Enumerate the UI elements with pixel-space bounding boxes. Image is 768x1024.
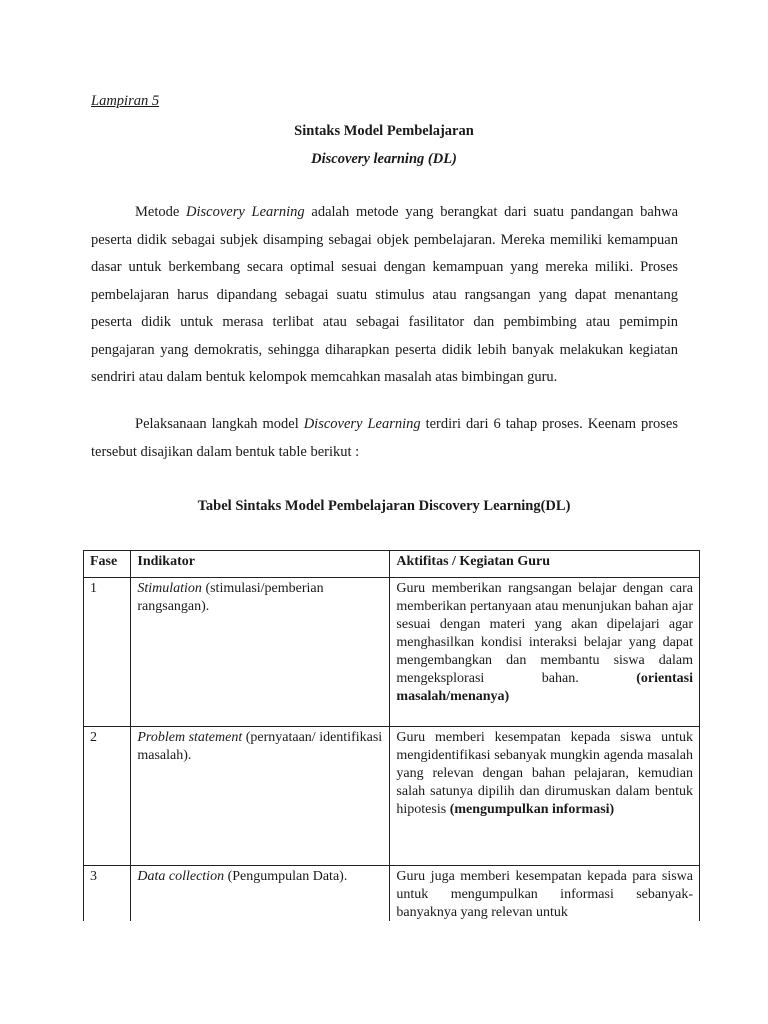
table-title: Tabel Sintaks Model Pembelajaran Discovery Learning(DL): [197, 498, 571, 514]
table-row: [84, 727, 700, 866]
aktifitas-phase: (orientasi masalah/menanya): [396, 671, 693, 704]
aktifitas-text: Guru juga memberi kesempatan kepada para siswa untuk mengumpulkan informasi sebanyak-banyaknya yang relevan untuk: [396, 869, 693, 920]
cell-aktifitas: [390, 866, 700, 929]
document-subtitle: Discovery learning (DL): [311, 151, 457, 167]
indikator-desc: (pernyataan/ identifikasi masalah).: [137, 730, 383, 763]
steps-paragraph-start: Pelaksanaan langkah model: [135, 416, 304, 432]
syntax-table: [83, 550, 700, 929]
aktifitas-text: Guru memberikan rangsangan belajar dengan cara memberikan pertanyaan atau menunjukan bahan ajar sesuai dengan materi yang akan dipelajari agar menghasilkan kondisi interaksi belajar yang dapat mengembangkan dan membantu siswa dalam mengeksplorasi bahan.: [396, 581, 693, 686]
table-row: [84, 866, 700, 929]
cell-fase: 2: [84, 727, 131, 866]
indikator-desc: (stimulasi/pemberian rangsangan).: [137, 581, 324, 614]
header-fase: Fase: [84, 551, 131, 578]
intro-paragraph-term: Discovery Learning: [186, 204, 305, 220]
aktifitas-text: Guru memberi kesempatan kepada siswa untuk mengidentifikasi sebanyak mungkin agenda masalah yang relevan dengan bahan pelajaran, kemudian salah satunya dipilih dan dirumuskan dalam bentuk hipotesis: [396, 730, 693, 817]
steps-paragraph-rest: terdiri dari 6 tahap proses. Keenam proses tersebut disajikan dalam bentuk table berikut :: [91, 416, 679, 460]
document-title: Sintaks Model Pembelajaran: [294, 123, 474, 139]
indikator-term: Problem statement: [137, 730, 243, 745]
cell-indikator: [131, 578, 390, 727]
aktifitas-phase: (mengumpulkan informasi): [449, 802, 615, 817]
steps-paragraph: [91, 411, 678, 466]
cell-fase: 1: [84, 578, 131, 727]
indikator-term: Stimulation: [137, 581, 202, 596]
intro-paragraph: [91, 199, 678, 392]
intro-paragraph-start: Metode: [135, 204, 187, 220]
cell-indikator: [131, 866, 390, 929]
table-header-row: [84, 551, 700, 578]
cell-indikator: [131, 727, 390, 866]
indikator-term: Data collection: [137, 869, 225, 884]
indikator-desc: (Pengumpulan Data).: [224, 869, 348, 884]
intro-paragraph-rest: adalah metode yang berangkat dari suatu pandangan bahwa peserta didik sebagai subjek disamping sebagai objek pembelajaran. Mereka memiliki kemampuan dasar untuk berkembang secara optimal sesuai dengan kemampuan yang mereka miliki. Proses pembelajaran harus dipandang sebagai suatu stimulus atau rangsangan yang dapat menantang peserta didik untuk merasa terlibat atau sebagai fasilitator dan pembimbing atau pemimpin pengajaran yang demokratis, sehingga diharapkan peserta didik lebih banyak melakukan kegiatan sendriri atau dalam bentuk kelompok memcahkan masalah atas bimbingan guru.: [91, 204, 679, 385]
cell-aktifitas: [390, 578, 700, 727]
table-row: [84, 578, 700, 727]
header-aktifitas: Aktifitas / Kegiatan Guru: [390, 551, 700, 578]
cell-aktifitas: [390, 727, 700, 866]
page-bottom-margin: [0, 921, 768, 1024]
appendix-label: Lampiran 5: [91, 93, 160, 109]
header-indikator: Indikator: [131, 551, 390, 578]
steps-paragraph-term: Discovery Learning: [303, 416, 421, 432]
cell-fase: 3: [84, 866, 131, 929]
